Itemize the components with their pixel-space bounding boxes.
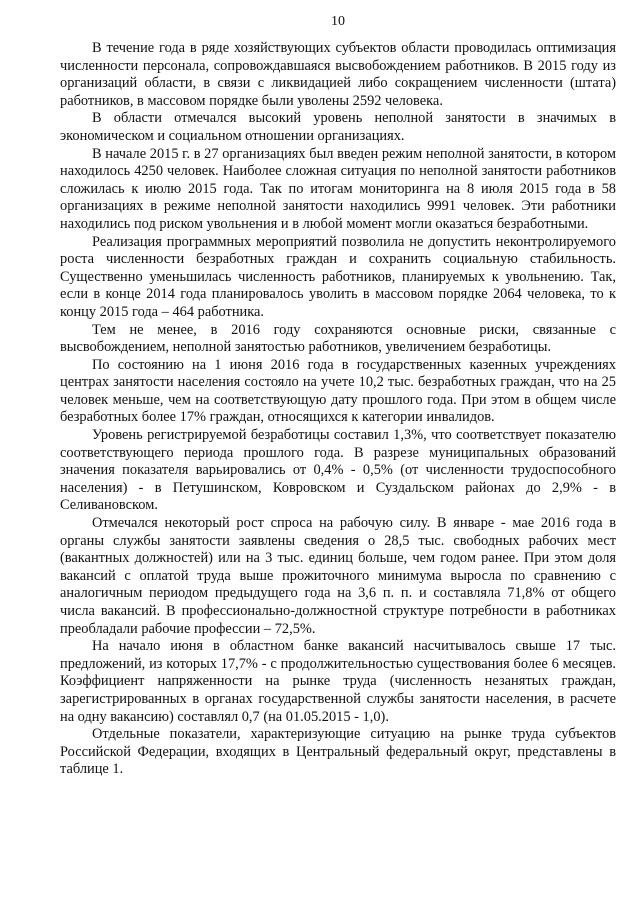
page-number: 10 (331, 14, 345, 29)
paragraph-vacancy-bank: На начало июня в областном банке вакансий насчитывалось свыше 17 тыс. предложений, из которых 17,7% - с продолжительностью существования более 6 месяцев. Коэффициент напряженности на рынке труда (численность незанятых граждан, зарегистрированных в органах государственной службы занятости населения, в расчете на одну вакансию) составлял 0,7 (на 01.05.2015 - 1,0). (60, 638, 616, 725)
paragraph-part-time-2015: В начале 2015 г. в 27 организациях был введен режим неполной занятости, в котором находилось 4250 человек. Наиболее сложная ситуация по неполной занятости работников сложилась к июлю 2015 года. Так по итогам мониторинга на 8 июля 2015 года в 58 организациях в режиме неполной занятости находились 9991 человек. Эти работники находились под риском увольнения и в любой момент могли оказаться безработными. (60, 145, 616, 232)
paragraph-unemployment-rate: Уровень регистрируемой безработицы составил 1,3%, что соответствует показателю соответствующего периода прошлого года. В разрезе муниципальных образований значения показателя варьировались от 0,4% - 0,5% (от численности трудоспособного населения) - в Петушинском, Ковровском и Суздальском районах до 2,9% - в Селивановском. (60, 427, 616, 514)
paragraph-layoffs: В течение года в ряде хозяйствующих субъектов области проводилась оптимизация численности персонала, сопровождавшаяся высвобождением работников. В 2015 году из организаций области, в связи с ликвидацией либо сокращением численности (штата) работников, в массовом порядке были уволены 2592 человека. (60, 40, 616, 109)
paragraph-table-reference: Отдельные показатели, характеризующие ситуацию на рынке труда субъектов Российской Федерации, входящих в Центральный федеральный округ, представлены в таблице 1. (60, 726, 616, 778)
paragraph-unemployed-registered: По состоянию на 1 июня 2016 года в государственных казенных учреждениях центрах занятости населения состояло на учете 10,2 тыс. безработных граждан, что на 25 человек меньше, чем на соответствующую дату прошлого года. При этом в общем числе безработных более 17% граждан, относящихся к категории инвалидов. (60, 356, 616, 426)
paragraph-labor-demand: Отмечался некоторый рост спроса на рабочую силу. В январе - мае 2016 года в органы службы занятости заявлены сведения о 28,5 тыс. свободных рабочих мест (вакантных должностей) или на 3 тыс. единиц больше, чем годом ранее. При этом доля вакансий с оплатой труда выше прожиточного минимума выросла по сравнению с аналогичным периодом предыдущего года на 3,6 п. п. и составляла 71,8% от общего числа вакансий. В профессионально-должностной структуре потребности в работниках преобладали рабочие профессии – 72,5%. (60, 515, 616, 637)
paragraph-part-time-level: В области отмечался высокий уровень неполной занятости в значимых в экономическом и социальном отношении организациях. (60, 110, 616, 144)
paragraph-risks-2016: Тем не менее, в 2016 году сохраняются основные риски, связанные с высвобождением, неполной занятостью работников, увеличением безработицы. (60, 321, 616, 356)
paragraph-programs: Реализация программных мероприятий позволила не допустить неконтролируемого роста численности безработных граждан и сохранить социальную стабильность. Существенно уменьшилась численность работников, планируемых к увольнению. Так, если в конце 2014 года планировалось уволить в массовом порядке 2064 человека, то к концу 2015 года – 464 работника. (60, 233, 616, 320)
